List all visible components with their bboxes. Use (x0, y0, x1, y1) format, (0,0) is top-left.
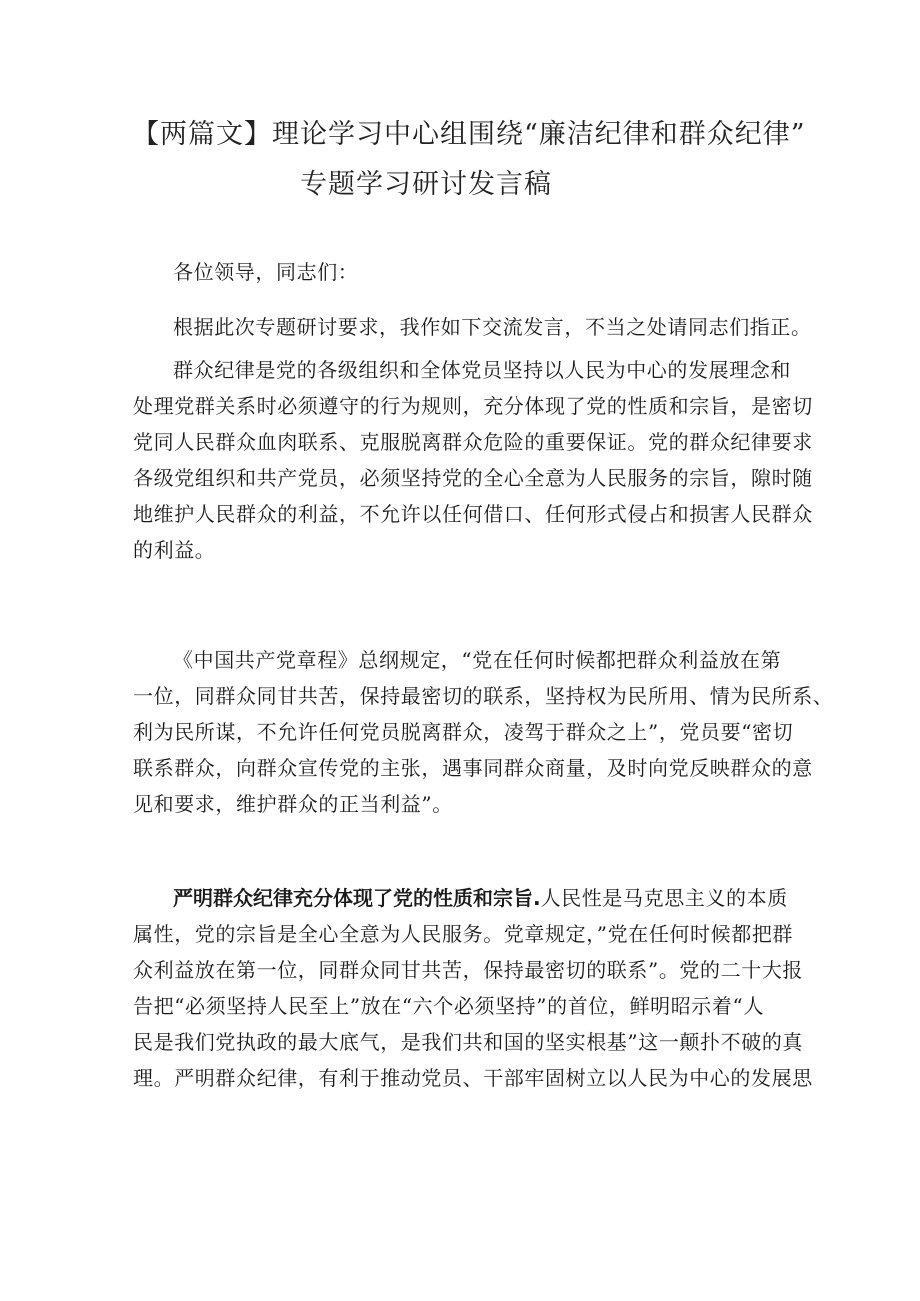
paragraph-lead-rest: 人民性是马克思主义的本质 (540, 886, 788, 910)
document-title-line-2: 专题学习研讨发言稿 (300, 169, 552, 200)
paragraph-line: 属性，党的宗旨是全心全意为人民服务。党章规定，”党在任何时候都把群 (133, 922, 794, 946)
paragraph-line: 利为民所谋，不允许任何党员脱离群众，凌驾于群众之上”，党员要“密切 (133, 720, 794, 744)
paragraph-line: 众利益放在第一位，同群众同甘共苦，保持最密切的联系”。党的二十大报 (133, 958, 804, 982)
paragraph-line: 地维护人民群众的利益，不允许以任何借口、任何形式侵占和损害人民群众 (133, 502, 813, 526)
paragraph-line: 民是我们党执政的最大底气，是我们共和国的坚实根基”这一颠扑不破的真 (133, 1030, 804, 1054)
paragraph-line: 联系群众，向群众宣传党的主张，遇事同群众商量，及时向党反映群众的意 (133, 756, 813, 780)
paragraph-line: 一位，同群众同甘共苦，保持最密切的联系，坚持权为民所用、情为民所系、 (133, 684, 834, 708)
paragraph-first-line (133, 880, 793, 916)
salutation (133, 254, 793, 290)
paragraph-line: 党同人民群众血肉联系、克服脱离群众危险的重要保证。党的群众纪律要求 (133, 430, 813, 454)
intro-text: 根据此次专题研讨要求，我作如下交流发言，不当之处请同志们指正。 (173, 315, 812, 339)
paragraph-line: 各级党组织和共产党员，必须坚持党的全心全意为人民服务的宗旨，隙时随 (133, 466, 813, 490)
paragraph-line: 群众纪律是党的各级组织和全体党员坚持以人民为中心的发展理念和 (173, 358, 791, 382)
salutation-text: 各位领导，同志们： (173, 260, 359, 284)
paragraph-line: 告把“必须坚持人民至上”放在“六个必须坚持”的首位，鲜明昭示着“人 (133, 994, 764, 1018)
paragraph-line: 《中国共产党章程》总纲规定，“党在任何时候都把群众利益放在第 (173, 648, 782, 672)
document-title-line-1: 【两篇文】理论学习中心组围绕“廉洁纪律和群众纪律” (132, 119, 806, 150)
paragraph-3 (133, 880, 813, 1096)
intro-paragraph (133, 309, 812, 345)
paragraph-line: 处理党群关系时必须遵守的行为规则，充分体现了党的性质和宗旨，是密切 (133, 394, 813, 418)
paragraph-line: 见和要求，维护群众的正当利益”。 (133, 792, 453, 816)
paragraph-lead-heading: 严明群众纪律充分体现了党的性质和宗旨. (173, 886, 541, 910)
paragraph-2 (133, 642, 834, 822)
paragraph-line: 理。严明群众纪律，有利于推动党员、干部牢固树立以人民为中心的发展思 (133, 1066, 813, 1090)
paragraph-line: 的利益。 (133, 538, 216, 562)
paragraph-1 (133, 352, 813, 568)
